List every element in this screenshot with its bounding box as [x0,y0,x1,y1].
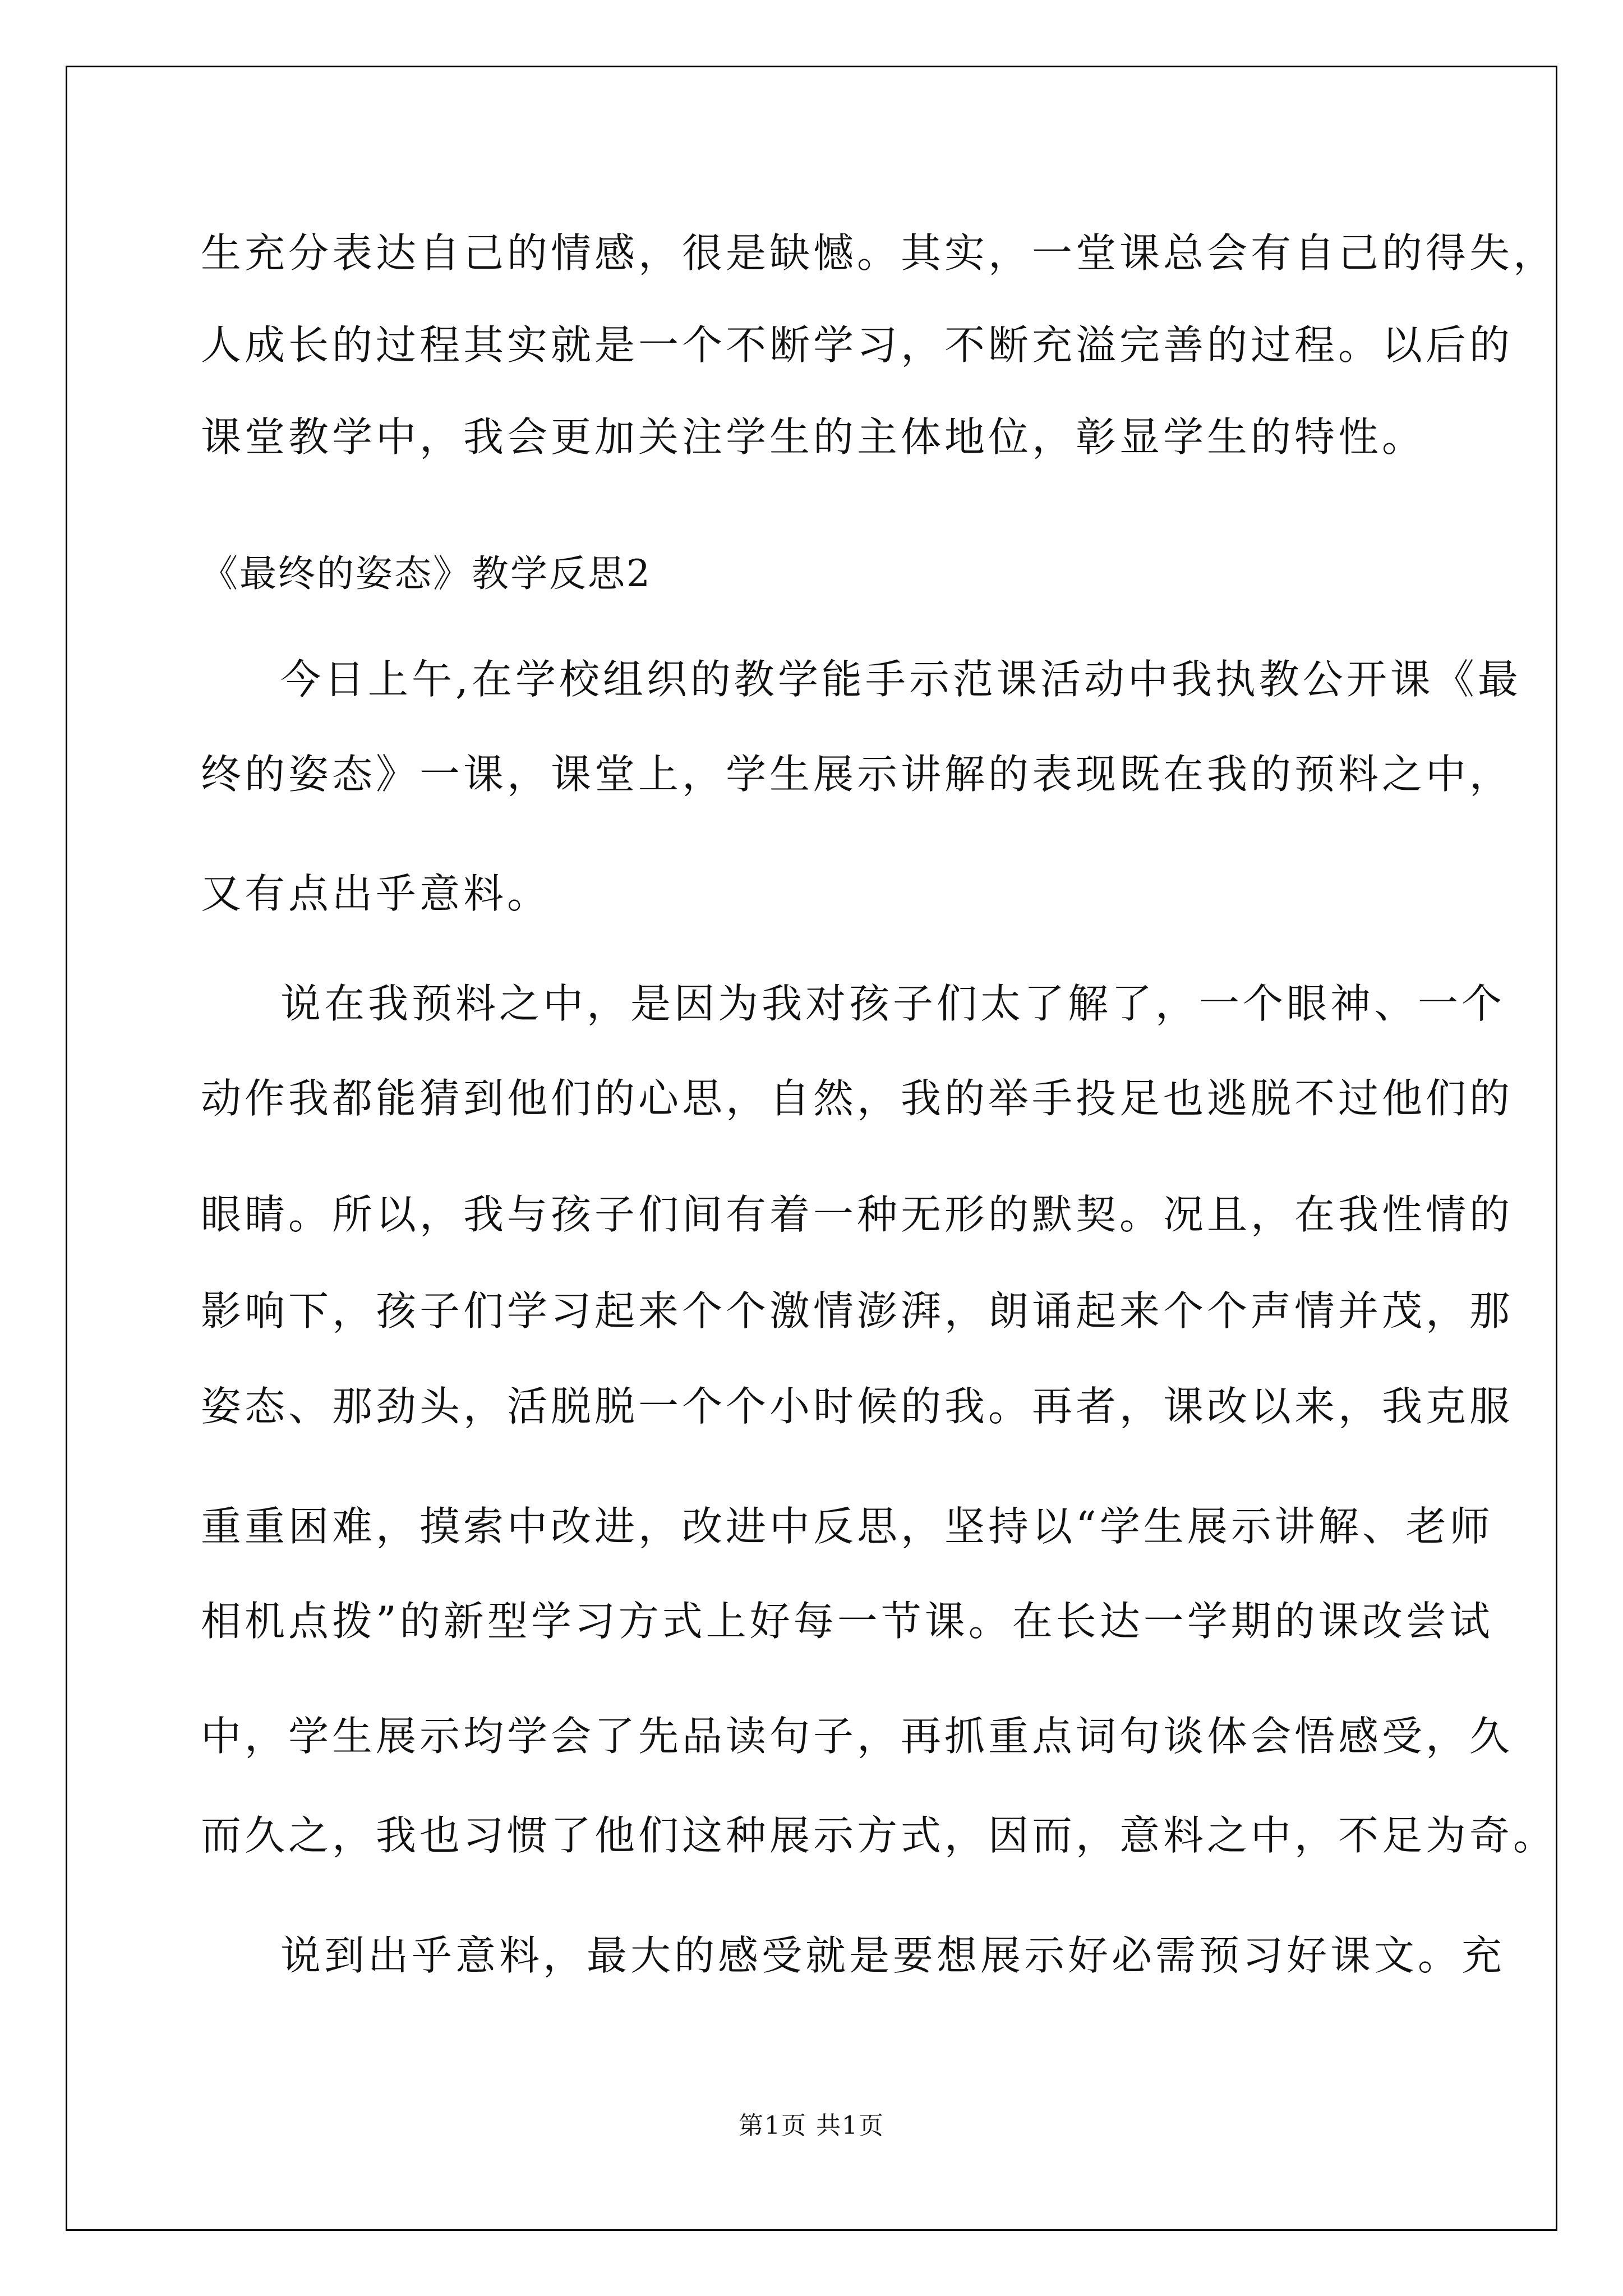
text-line: 重重困难，摸索中改进，改进中反思，坚持以“学生展示讲解、老师 [201,1503,1493,1550]
text-line: 说到出乎意料，最大的感受就是要想展示好必需预习好课文。充 [280,1932,1506,1979]
text-line: 终的姿态》一课，课堂上，学生展示讲解的表现既在我的预料之中， [201,751,1514,798]
text-line: 又有点出乎意料。 [201,870,551,917]
section-heading: 《最终的姿态》教学反思2 [201,552,652,595]
page-footer: 第1页 共1页 [739,2111,884,2140]
text-line: 中，学生展示均学会了先品读句子，再抓重点词句谈体会悟感受，久 [201,1713,1514,1760]
text-line: 今日上午,在学校组织的教学能手示范课活动中我执教公开课《最 [280,656,1521,703]
text-line: 影响下，孩子们学习起来个个激情澎湃，朗诵起来个个声情并茂，那 [201,1287,1514,1335]
text-line: 课堂教学中，我会更加关注学生的主体地位，彰显学生的特性。 [201,413,1426,461]
text-line: 而久之，我也习惯了他们这种展示方式，因而，意料之中，不足为奇。 [201,1812,1557,1859]
page-border [66,66,1557,2231]
text-line: 动作我都能猜到他们的心思，自然，我的举手投足也逃脱不过他们的 [201,1075,1514,1122]
text-line: 相机点拨”的新型学习方式上好每一节课。在长达一学期的课改尝试 [201,1598,1493,1645]
text-line: 姿态、那劲头，活脱脱一个个小时候的我。再者，课改以来，我克服 [201,1383,1514,1430]
text-line: 说在我预料之中，是因为我对孩子们太了解了，一个眼神、一个 [280,980,1506,1027]
text-line: 生充分表达自己的情感，很是缺憾。其实，一堂课总会有自己的得失， [201,229,1557,277]
text-line: 人成长的过程其实就是一个不断学习，不断充溢完善的过程。以后的 [201,321,1514,369]
text-line: 眼睛。所以，我与孩子们间有着一种无形的默契。况且，在我性情的 [201,1191,1514,1238]
